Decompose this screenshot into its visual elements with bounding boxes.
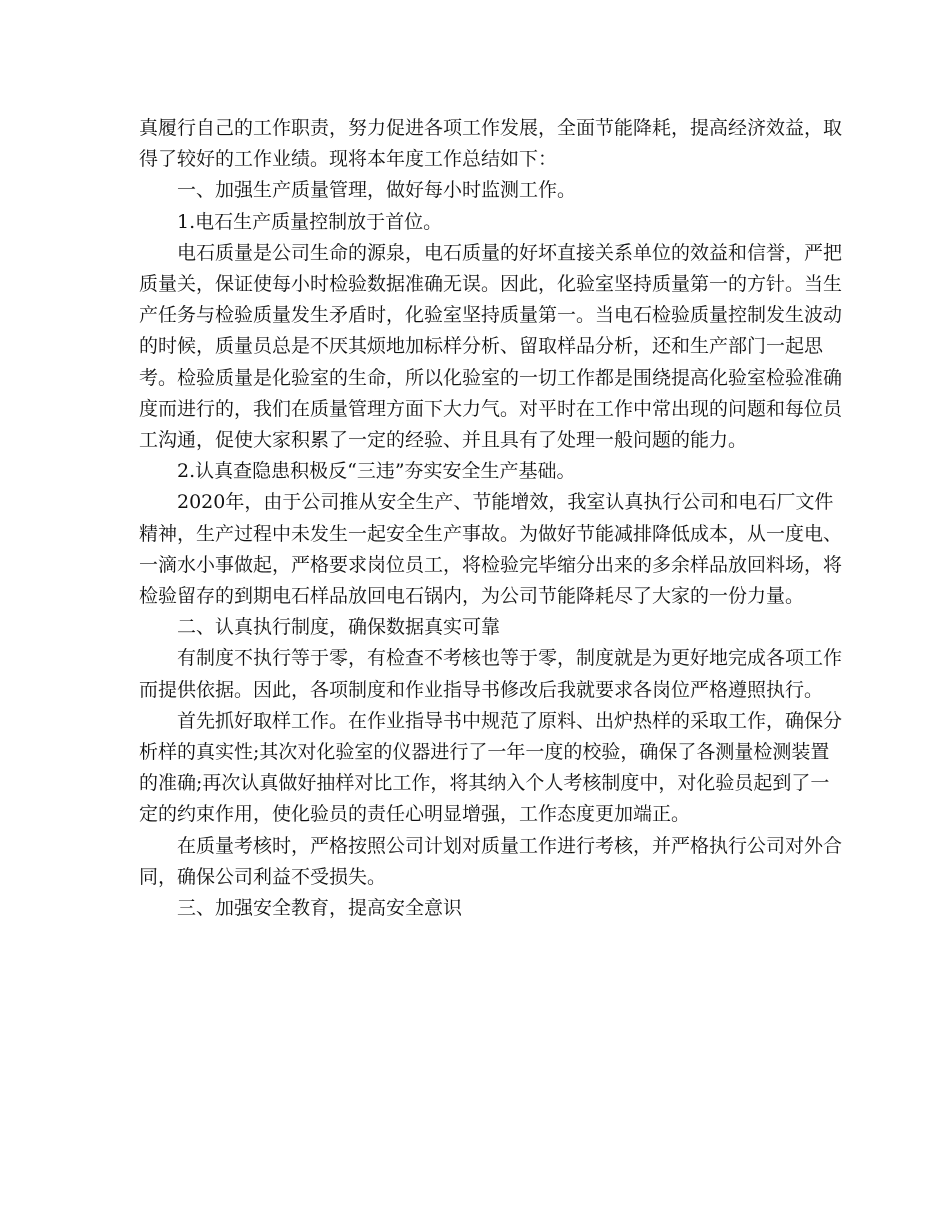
paragraph-continuation: 真履行自己的工作职责，努力促进各项工作发展，全面节能降耗，提高经济效益，取得了较好的工作业绩。现将本年度工作总结如下： xyxy=(139,117,843,171)
paragraph-sampling: 首先抓好取样工作。在作业指导书中规范了原料、出炉热样的采取工作，确保分析样的真实性;其次对化验室的仪器进行了一年一度的校验，确保了各测量检测装置的准确;再次认真做好抽样对比工作，将其纳入个人考核制度中，对化验员起到了一定的约束作用，使化验员的责任心明显增强，工作态度更加端正。 xyxy=(139,709,843,826)
subheading-1-1: 1.电石生产质量控制放于首位。 xyxy=(177,210,443,233)
paragraph-quality: 电石质量是公司生命的源泉，电石质量的好坏直接关系单位的效益和信誉，严把质量关，保证使每小时检验数据准确无误。因此，化验室坚持质量第一的方针。当生产任务与检验质量发生矛盾时，化验室坚持质量第一。当电石检验质量控制发生波动的时候，质量员总是不厌其烦地加标样分析、留取样品分析，还和生产部门一起思考。检验质量是化验室的生命，所以化验室的一切工作都是围绕提高化验室检验准确度而进行的，我们在质量管理方面下大力气。对平时在工作中常出现的问题和每位员工沟通，促使大家积累了一定的经验、并且具有了处理一般问题的能力。 xyxy=(139,241,843,452)
section-heading-3: 三、加强安全教育，提高安全意识 xyxy=(177,897,463,920)
section-heading-1: 一、加强生产质量管理，做好每小时监测工作。 xyxy=(177,179,577,202)
section-heading-2: 二、认真执行制度，确保数据真实可靠 xyxy=(177,616,501,639)
subheading-1-2: 2.认真查隐患积极反“三违”夯实安全生产基础。 xyxy=(177,460,576,483)
paragraph-rules: 有制度不执行等于零，有检查不考核也等于零，制度就是为更好地完成各项工作而提供依据。因此，各项制度和作业指导书修改后我就要求各岗位严格遵照执行。 xyxy=(139,647,843,701)
paragraph-safety-2020: 2020年，由于公司推从安全生产、节能增效，我室认真执行公司和电石厂文件精神，生产过程中未发生一起安全生产事故。为做好节能减排降低成本，从一度电、一滴水小事做起，严格要求岗位员工，将检验完毕缩分出来的多余样品放回料场，将检验留存的到期电石样品放回电石锅内，为公司节能降耗尽了大家的一份力量。 xyxy=(139,491,843,608)
paragraph-assessment: 在质量考核时，严格按照公司计划对质量工作进行考核，并严格执行公司对外合同，确保公司利益不受损失。 xyxy=(139,834,843,888)
